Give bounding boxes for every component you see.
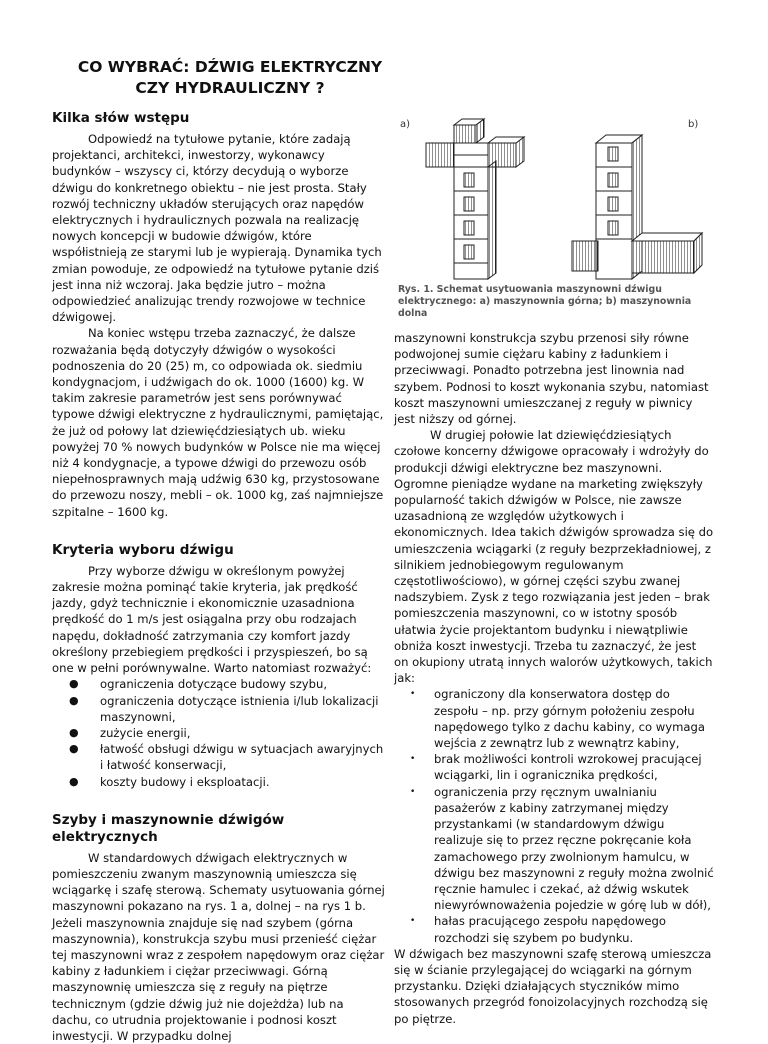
list-item: ● łatwość obsługi dźwigu w sytuacjach awaryjnych i łatwość konserwacji, xyxy=(69,742,384,773)
figure-label-a: a) xyxy=(400,119,411,130)
bullet-icon: ● xyxy=(69,742,79,756)
section-heading-intro: Kilka słów wstępu xyxy=(52,110,190,126)
bullet-icon: ● xyxy=(69,677,79,691)
section-heading-criteria: Kryteria wyboru dźwigu xyxy=(52,541,234,558)
title-line-2: CZY HYDRAULICZNY ? xyxy=(135,79,325,97)
right-column xyxy=(394,330,714,1027)
figure-caption: Rys. 1. Schemat usytuowania maszynowni dźwigu elektrycznego: a) maszynownia górna; b) maszynownia dolna xyxy=(398,284,692,319)
diagram-a-top-machine-room xyxy=(426,119,524,279)
list-item: • ograniczenia przy ręcznym uwalnianiu pasażerów z kabiny zatrzymanej między przystankami (w standardowym dźwigu realizuje się to przez ręczne pokręcanie koła zamachowego przy zwolnionym hamulcu, w dźwigu bez maszynowni z reguły można zwolnić ręcznie hamulec i czekać, aż dźwig wskutek niewyrównoważenia pojedzie w górę lub w dół), xyxy=(410,784,714,913)
list-item: ● ograniczenia dotyczące budowy szybu, xyxy=(69,677,328,692)
figure-shaft-diagrams xyxy=(396,115,714,305)
bullet-icon: ● xyxy=(69,725,79,739)
intro-paragraph-1: Odpowiedź na tytułowe pytanie, które zadają projektanci, architekci, inwestorzy, wykonawcy budynków – wszyscy ci, którzy decydują o wyborze dźwigu do konkretnego obiektu – nie jest prosta. Stały rozwój techniczny układów sterujących oraz napędów elektrycznych i hydraulicznych pozwala na realizację nowych koncepcji w budowie dźwigów, które współistnieją ze starymi lub je wypierają. Dynamika tych zmian powoduje, ze odpowiedź na tytułowe pytanie dziś jest inna niż wczoraj. Jaka będzie jutro – można odpowiedzieć analizując trendy rozwojowe w technice dźwigowej. xyxy=(52,132,382,325)
right-paragraph-2: W drugiej połowie lat dziewięćdziesiątych czołowe koncerny dźwigowe opracowały i wdrożyły do produkcji dźwigi elektryczne bez maszynowni. Ogromne pieniądze wydane na marketing zwiększyły popularność takich dźwigów w Polsce, nie zawsze uzasadnioną ze względów użytkowych i ekonomicznych. Idea takich dźwigów sprowadza się do umieszczenia wciągarki (z reguły bezprzekładniowej, z silnikiem jednobiegowym regulowanym częstotliwościowo), w górnej części szybu zwanej nadszybiem. Zysk z tego rozwiązania jest jeden – brak pomieszczenia maszynowni, co w istotny sposób ułatwia życie projektantom budynku i niewątpliwie obniża koszt inwestycji. Trzeba tu zaznaczyć, że jest on okupiony utratą innych walorów użytkowych, takich jak: xyxy=(394,428,714,686)
criteria-paragraph: Przy wyborze dźwigu w określonym powyżej zakresie można pominąć takie kryteria, jak prędkość jazdy, gdyż technicznie i ekonomicznie uzasadniona prędkość do 1 m/s jest osiągalna przy obu rodzajach napędu, dokładność zatrzymania czy komfort jazdy określony przebiegiem prędkości i przyspieszeń, bo są one w pełni porównywalne. Warto natomiast rozważyć: xyxy=(52,563,372,676)
bullet-icon: • xyxy=(410,786,416,797)
bullet-icon: • xyxy=(410,689,416,700)
title-line-1: CO WYBRAĆ: DŹWIG ELEKTRYCZNY xyxy=(77,58,383,76)
list-item: ● ograniczenia dotyczące istnienia i/lub lokalizacji maszynowni, xyxy=(69,693,379,724)
bullet-icon: ● xyxy=(69,774,79,788)
section-heading-shafts: Szyby i maszynownie dźwigów elektrycznych xyxy=(52,811,285,845)
right-paragraph-3: W dźwigach bez maszynowni szafę sterową umieszcza się w ścianie przylegającej do wciągarki na górnym przystanku. Dzięki działających styczników mimo stosowanych przegród fonoizolacyjnych rozchodzą się po piętrze. xyxy=(394,946,712,1026)
right-paragraph-1: maszynowni konstrukcja szybu przenosi siły równe podwojonej sumie ciężaru kabiny z ładunkiem i przeciwwagi. Ponadto potrzebna jest linownia nad szybem. Podnosi to koszt wykonania szybu, natomiast koszt maszynowni umieszczanej z reguły w piwnicy jest niższy od górnej. xyxy=(394,331,709,427)
criteria-list xyxy=(52,676,386,789)
list-item: ● koszty budowy i eksploatacji. xyxy=(69,774,270,789)
shafts-paragraph: W standardowych dźwigach elektrycznych w pomieszczeniu zwanym maszynownią umieszcza się wciągarkę i szafę sterową. Schematy usytuowania górnej maszynowni pokazano na rys. 1 a, dolnej – na rys 1 b. Jeżeli maszynownia znajduje się nad szybem (górna maszynownia), konstrukcja szybu musi przenieść ciężar tej maszynowni wraz z zespołem napędowym oraz ciężar kabiny z ładunkiem i ciężar przeciwwagi. Górną maszynownię umieszcza się z reguły na piętrze technicznym (gdzie dźwig już nie dojeżdża) lub na dachu, co utrudnia projektowanie i podnosi koszt inwestycji. W przypadku dolnej xyxy=(52,850,385,1043)
bullet-icon: • xyxy=(410,916,416,927)
list-item: • hałas pracującego zespołu napędowego rozchodzi się szybem po budynku. xyxy=(410,914,667,945)
drawbacks-list xyxy=(394,686,714,945)
page-title xyxy=(60,57,400,99)
list-item: • ograniczony dla konserwatora dostęp do zespołu – np. przy górnym położeniu zespołu napędowego tylko z dachu kabiny, co wymaga wejścia z zewnątrz lub z wewnątrz kabiny, xyxy=(410,687,705,751)
intro-paragraph-2: Na koniec wstępu trzeba zaznaczyć, że dalsze rozważania będą dotyczyły dźwigów o wysokości podnoszenia do 20 (25) m, co odpowiada ok. siedmiu kondygnacjom, i udźwigach do ok. 1000 (1600) kg. W takim zakresie parametrów jest sens porównywać typowe dźwigi elektryczne z hydraulicznymi, pamiętając, że już od połowy lat dziewięćdziesiątych ub. wieku powyżej 70 % nowych budynków w Polsce nie ma więcej niż 4 kondygnacje, a typowe dźwigi do przewozu osób niepełnosprawnych mają udźwig 630 kg, przystosowane do przewozu noszy, mebli – ok. 1000 kg, zaś najmniejsze szpitalne – 1600 kg. xyxy=(52,326,384,519)
bullet-icon: • xyxy=(410,754,416,765)
diagram-b-bottom-machine-room xyxy=(572,135,702,279)
figure-label-b: b) xyxy=(688,119,699,130)
left-column xyxy=(52,110,386,1044)
bullet-icon: ● xyxy=(69,693,79,707)
shaft-diagram-svg xyxy=(396,115,714,285)
list-item: ● zużycie energii, xyxy=(69,725,191,740)
list-item: • brak możliwości kontroli wzrokowej pracującej wciągarki, lin i ogranicznika prędkości, xyxy=(410,752,702,783)
